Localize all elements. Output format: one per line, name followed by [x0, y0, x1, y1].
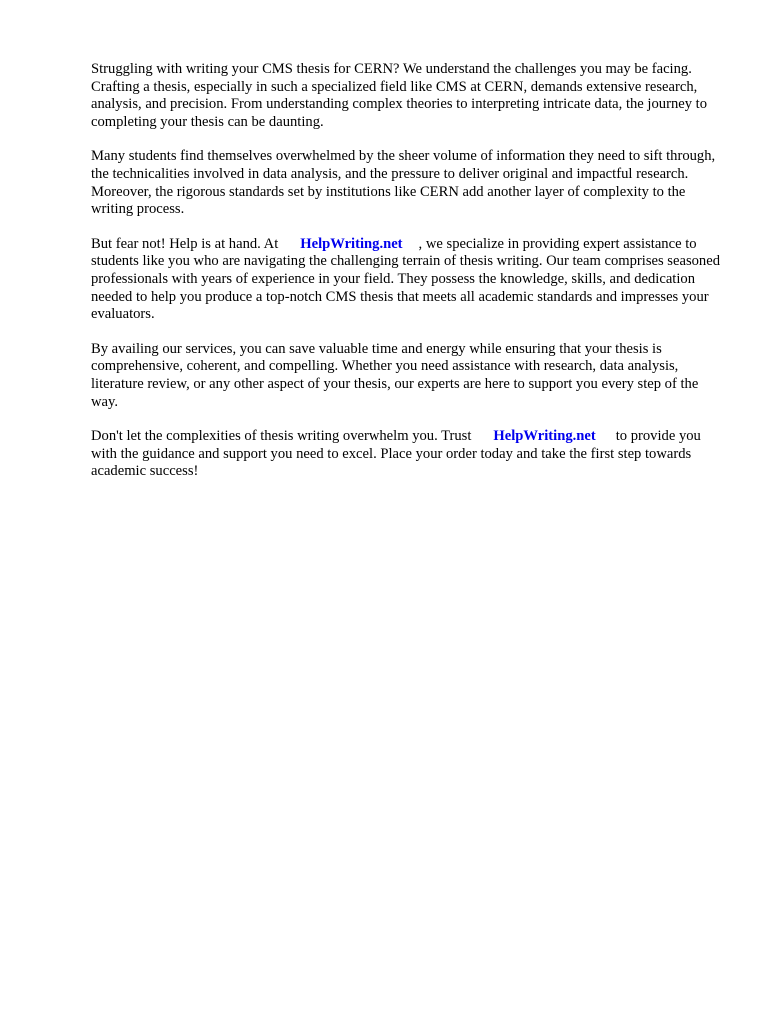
paragraph-help-rest: , we specialize in providing expert assistance to students like you who are navigating the challenging terrain of thesis writing. Our team comprises seasoned professionals with years of experience in your field. They possess the knowledge, skills, and dedication needed to help you produce a top-notch CMS thesis that meets all academic standards and impresses your evaluators. [91, 235, 720, 323]
helpwriting-link[interactable]: HelpWriting.net [493, 428, 596, 445]
paragraph-intro: Struggling with writing your CMS thesis for CERN? We understand the challenges you may be facing. Crafting a thesis, especially in such a specialized field like CMS at CERN, demands extensive research, analysis, and precision. From understanding complex theories to interpreting intricate data, the journey to completing your thesis can be daunting. [91, 61, 708, 130]
paragraph-services: By availing our services, you can save valuable time and energy while ensuring that your thesis is comprehensive, coherent, and compelling. Whether you need assistance with research, data analysis, literature review, or any other aspect of your thesis, our experts are here to support you every step of the way. [91, 340, 699, 410]
helpwriting-link[interactable]: HelpWriting.net [300, 235, 403, 252]
paragraph-closing [91, 428, 727, 481]
paragraph-closing-rest: to provide you with the guidance and support you need to excel. Place your order today and take the first step towards academic success! [91, 428, 701, 480]
paragraph-closing-lead: Don't let the complexities of thesis writing overwhelm you. Trust [91, 428, 472, 445]
paragraph-challenges: Many students find themselves overwhelmed by the sheer volume of information they need to sift through, the technicalities involved in data analysis, and the pressure to deliver original and impactful research. Moreover, the rigorous standards set by institutions like CERN add another layer of complexity to the writing process. [91, 148, 716, 218]
document-body [91, 61, 727, 498]
paragraph-help-lead: But fear not! Help is at hand. At [91, 235, 279, 252]
paragraph-help [91, 236, 727, 324]
